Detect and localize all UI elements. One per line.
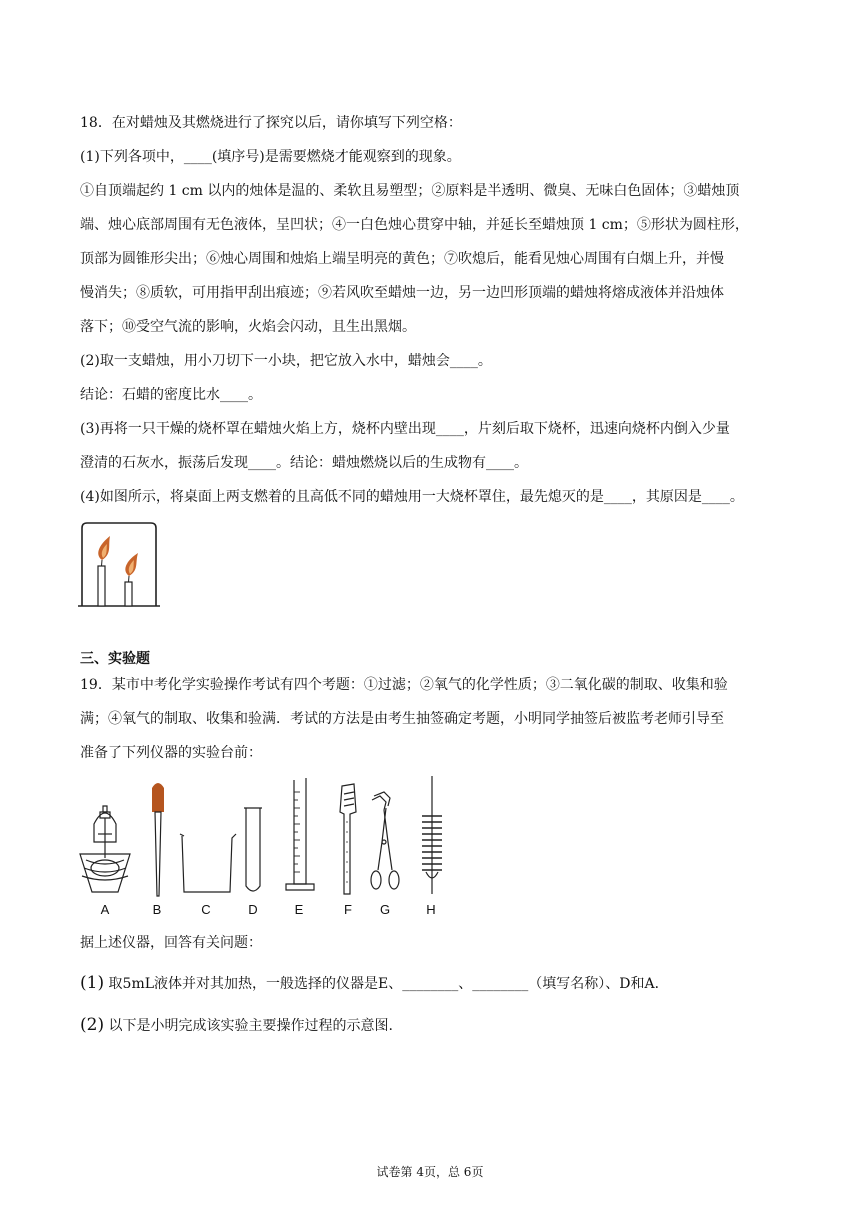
apparatus-f-tube-holder-icon <box>340 784 356 894</box>
q19-sub2-text: 以下是小明完成该实验主要操作过程的示意图. <box>104 1018 393 1034</box>
q19-line1: 19．某市中考化学实验操作考试有四个考题：①过滤；②氧气的化学性质；③二氧化碳的制取、收集和验 <box>80 677 728 693</box>
apparatus-a-alcohol-lamp-icon <box>80 806 130 892</box>
q18-items-line5: 落下；⑩受空气流的影响，火焰会闪动，且生出黑烟。 <box>80 319 416 335</box>
q18-part2: (2)取一支蜡烛，用小刀切下一小块，把它放入水中，蜡烛会____。 <box>80 353 492 369</box>
q19-sub2 <box>80 1016 790 1035</box>
apparatus-label-a: A <box>100 902 110 917</box>
q19-line2: 满；④氧气的制取、收集和验满．考试的方法是由考生抽签确定考题，小明同学抽签后被监考老师引导至 <box>80 711 724 727</box>
q18-part3-line2: 澄清的石灰水，振荡后发现____。结论：蜡烛燃烧以后的生成物有____。 <box>80 455 528 471</box>
apparatus-label-b: B <box>152 902 162 917</box>
apparatus-e-graduated-cylinder-icon <box>286 778 314 890</box>
page-footer: 试卷第 4页，总 6页 <box>376 1165 484 1179</box>
q18-title: 18．在对蜡烛及其燃烧进行了探究以后，请你填写下列空格： <box>80 115 462 131</box>
apparatus-g-crucible-tongs-icon <box>371 792 399 889</box>
q19-sub2-number: (2) <box>80 1015 105 1035</box>
beaker-candles-figure <box>78 520 160 610</box>
q18-part1: (1)下列各项中，____(填序号)是需要燃烧才能观察到的现象。 <box>80 149 461 165</box>
q19-sub1 <box>80 974 790 993</box>
apparatus-h-tube-brush-icon <box>422 776 442 894</box>
apparatus-label-d: D <box>248 902 258 917</box>
apparatus-figure <box>72 772 452 900</box>
apparatus-label-f: F <box>344 902 352 917</box>
q18-part4: (4)如图所示，将桌面上两支燃着的且高低不同的蜡烛用一大烧杯罩住，最先熄灭的是____，其原因是____。 <box>80 489 744 505</box>
q19-sub1-number: (1) <box>80 973 105 993</box>
q19-prompt: 据上述仪器，回答有关问题： <box>80 935 262 951</box>
q18-items-line3: 顶部为圆锥形尖出；⑥烛心周围和烛焰上端呈明亮的黄色；⑦吹熄后，能看见烛心周围有白烟上升，并慢 <box>80 251 724 267</box>
apparatus-label-g: G <box>379 902 391 917</box>
apparatus-d-test-tube-icon <box>244 808 262 891</box>
apparatus-label-e: E <box>294 902 304 917</box>
q19-line3: 准备了下列仪器的实验台前： <box>80 745 262 761</box>
q18-items-line2: 端、烛心底部周围有无色液体，呈凹状；④一白色烛心贯穿中轴，并延长至蜡烛顶 1 cm；⑤形状为圆柱形， <box>80 217 749 233</box>
q18-items-line1: ①自顶端起约 1 cm 以内的烛体是温的、柔软且易塑型；②原料是半透明、微臭、无味白色固体；③蜡烛顶 <box>80 183 740 199</box>
apparatus-label-c: C <box>201 902 211 917</box>
apparatus-c-beaker-icon <box>180 834 236 892</box>
section3-heading: 三、实验题 <box>80 651 150 667</box>
q18-conclusion2: 结论：石蜡的密度比水____。 <box>80 387 262 403</box>
q18-items-line4: 慢消失；⑧质软，可用指甲刮出痕迹；⑨若风吹至蜡烛一边，另一边凹形顶端的蜡烛将熔成液体并沿烛体 <box>80 285 724 301</box>
q19-sub1-text: 取5mL液体并对其加热，一般选择的仪器是E、________、________（填写名称）、D和A． <box>104 976 669 992</box>
apparatus-b-dropper-icon <box>152 783 164 896</box>
q18-part3-line1: (3)再将一只干燥的烧杯罩在蜡烛火焰上方，烧杯内壁出现____，片刻后取下烧杯，迅速向烧杯内倒入少量 <box>80 421 730 437</box>
apparatus-label-h: H <box>426 902 436 917</box>
